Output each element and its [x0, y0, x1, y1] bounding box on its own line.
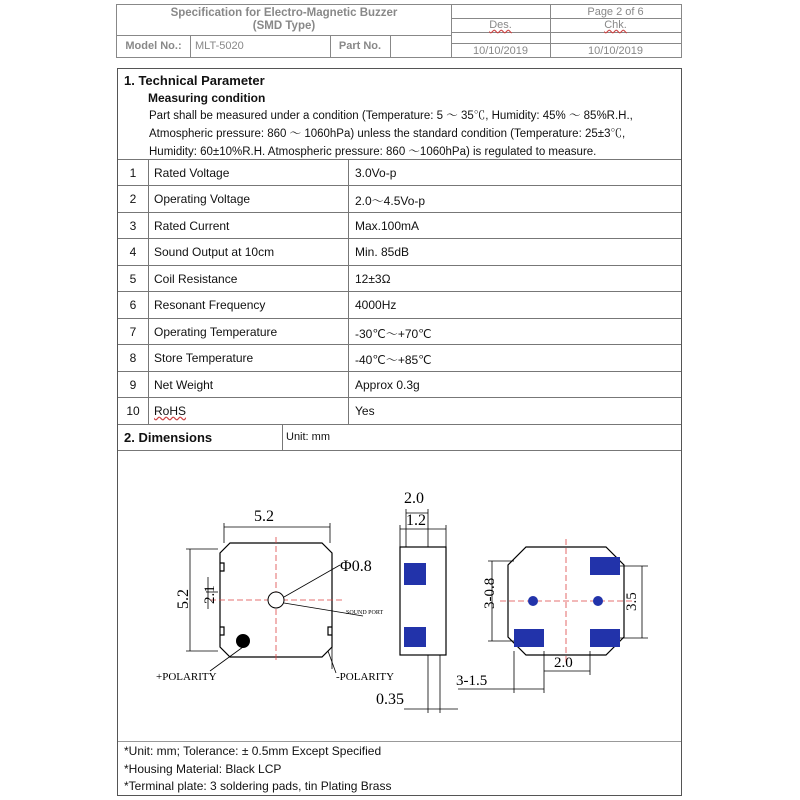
dim-pad-spacing: 3-0.8	[482, 577, 498, 609]
param-value: -30℃～+70℃	[355, 327, 432, 341]
measuring-condition-label: Measuring condition	[148, 91, 266, 105]
sound-port-label: SOUND PORT	[346, 610, 384, 616]
spec-subtitle: (SMD Type)	[252, 20, 316, 32]
dim-hole-dia: Φ0.8	[340, 558, 372, 575]
model-label: Model No.:	[125, 40, 182, 52]
des-label: Des.	[489, 19, 512, 31]
param-name: Rated Voltage	[154, 166, 230, 180]
dim-side-width: 2.0	[404, 490, 424, 507]
bottom-dot-1	[528, 596, 538, 606]
measuring-condition-text: Part shall be measured under a condition (Temperature: 5 ～ 35℃, Humidity: 45% ～ 85%R.H., Atmospheric pressure: 860 ～ 1060hPa) unless the standard condition (Temperature: 25±3℃, Humidity: 60±10%R.H. Atmospheric pressure: 860 ～1060hPa) is regulated to measure.	[149, 110, 633, 158]
row-number: 9	[129, 378, 137, 392]
dim-pad: 0.35	[376, 691, 404, 708]
row-number: 3	[129, 219, 137, 233]
note-housing-material: *Housing Material: Black LCP	[124, 762, 282, 776]
spec-body	[117, 68, 682, 796]
minus-polarity-label: -POLARITY	[336, 671, 395, 683]
param-name: Rated Current	[154, 219, 230, 233]
note-terminal-plate: *Terminal plate: 3 soldering pads, tin Plating Brass	[124, 779, 392, 793]
row-number: 7	[129, 325, 137, 339]
param-name: Operating Voltage	[154, 192, 251, 206]
param-value: 4000Hz	[355, 298, 397, 312]
bottom-pad-2	[590, 629, 620, 647]
param-value: 12±3Ω	[355, 272, 391, 286]
dimensions-unit: Unit: mm	[286, 431, 330, 443]
chk-label: Chk.	[604, 19, 627, 31]
param-value: -40℃～+85℃	[355, 353, 432, 367]
bottom-pad-3	[514, 629, 544, 647]
row-number: 4	[129, 245, 137, 259]
row-number: 8	[129, 351, 137, 365]
spec-header	[116, 4, 682, 58]
dim-width: 5.2	[254, 508, 274, 525]
row-number: 1	[129, 166, 137, 180]
page-number: Page 2 of 6	[587, 6, 644, 18]
dim-side-inner: 1.2	[406, 512, 426, 529]
model-value: MLT-5020	[195, 40, 244, 52]
dim-hole-offset: 2.1	[202, 585, 218, 604]
dim-height: 5.2	[175, 589, 192, 609]
spec-title: Specification for Electro-Magnetic Buzzer	[170, 7, 398, 19]
param-value: Min. 85dB	[355, 245, 410, 259]
section-dimensions-title: 2. Dimensions	[124, 430, 213, 445]
side-pad-top	[404, 563, 426, 585]
row-number: 10	[126, 404, 140, 418]
param-value: Yes	[355, 404, 375, 418]
param-name: Store Temperature	[154, 351, 254, 365]
bottom-dot-2	[593, 596, 603, 606]
section-technical-title: 1. Technical Parameter	[124, 73, 265, 88]
param-name: RoHS	[154, 404, 187, 418]
param-name: Sound Output at 10cm	[154, 245, 275, 259]
param-name: Operating Temperature	[154, 325, 278, 339]
param-name: Resonant Frequency	[154, 298, 266, 312]
bottom-pad-1	[590, 557, 620, 575]
dimension-drawing	[118, 451, 681, 741]
side-pad-bottom	[404, 627, 426, 647]
param-name: Net Weight	[154, 378, 214, 392]
polarity-dot	[236, 634, 250, 648]
chk-date: 10/10/2019	[587, 45, 644, 57]
note-unit-tolerance: *Unit: mm; Tolerance: ± 0.5mm Except Specified	[124, 744, 382, 758]
param-value: 2.0～4.5Vo-p	[355, 194, 426, 208]
row-number: 6	[129, 298, 137, 312]
param-value: Approx 0.3g	[355, 378, 420, 392]
param-value: Max.100mA	[355, 219, 420, 233]
dim-pad-len: 3-1.5	[456, 673, 488, 689]
part-label: Part No.	[338, 40, 382, 52]
dim-pad-height: 3.5	[624, 592, 640, 611]
des-date: 10/10/2019	[472, 45, 529, 57]
param-name: Coil Resistance	[154, 272, 238, 286]
param-value: 3.0Vo-p	[355, 166, 397, 180]
plus-polarity-label: +POLARITY	[156, 671, 217, 683]
row-number: 2	[129, 192, 137, 206]
row-number: 5	[129, 272, 137, 286]
dim-bottom-width: 2.0	[554, 655, 573, 671]
